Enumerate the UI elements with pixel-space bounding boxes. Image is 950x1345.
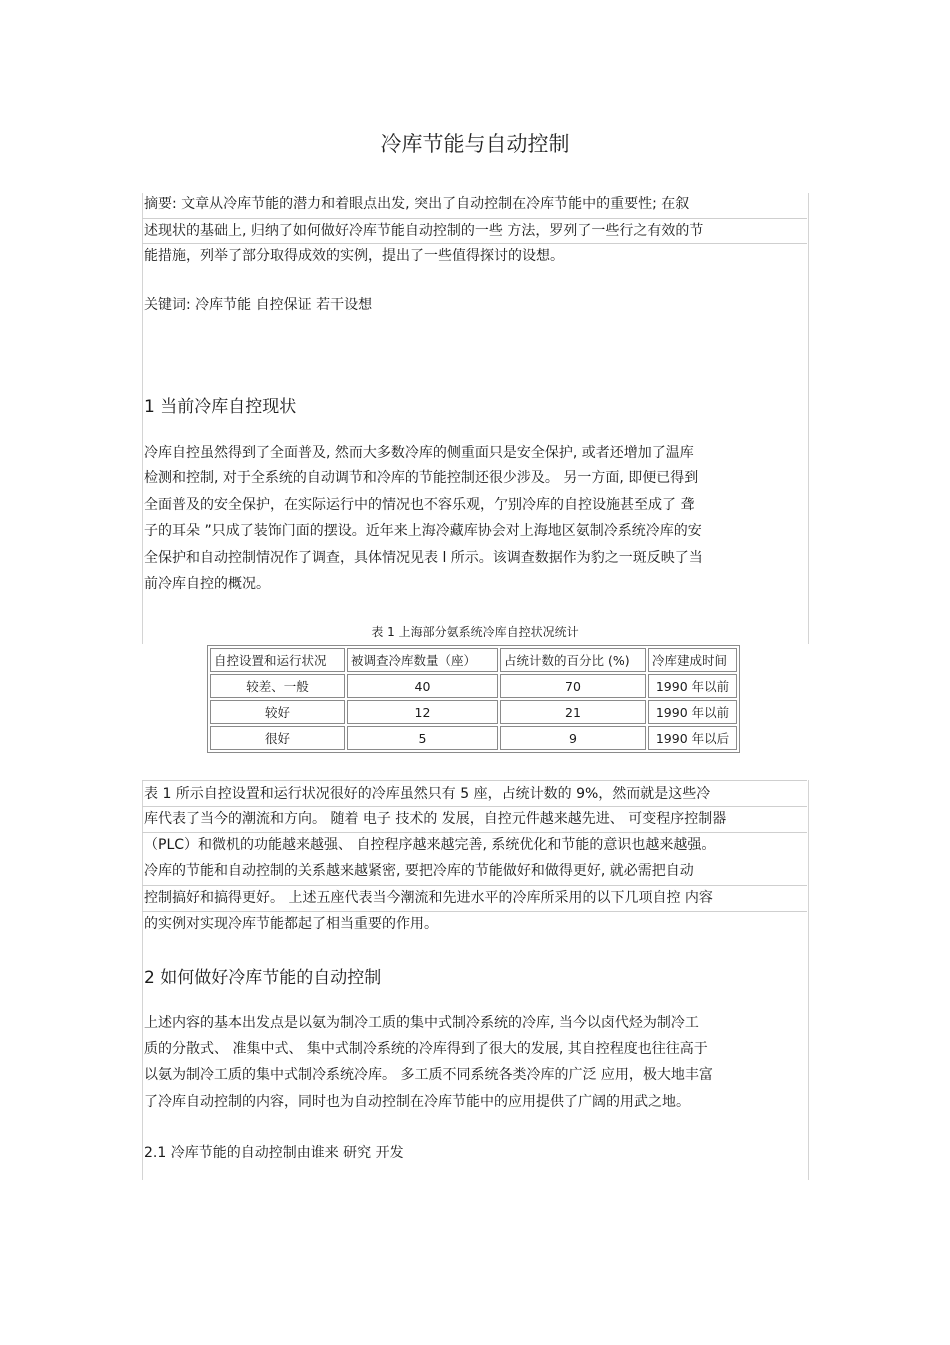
paragraph-line: 控制搞好和搞得更好。 上述五座代表当今潮流和先进水平的冷库所采用的以下几项自控 内容 [144, 890, 713, 906]
statistics-table [207, 645, 740, 753]
table-cell: 较好 [210, 700, 345, 724]
paragraph-line: 以氨为制冷工质的集中式制冷系统冷库。 多工质不同系统各类冷库的广泛 应用，极大地丰富 [144, 1067, 713, 1083]
paragraph-line: 的实例对实现冷库节能都起了相当重要的作用。 [144, 916, 438, 932]
separator-line [142, 832, 807, 833]
separator-line [142, 780, 807, 781]
section-heading: 2 如何做好冷库节能的自动控制 [144, 968, 382, 988]
document-title: 冷库节能与自动控制 [380, 132, 570, 156]
paragraph-line: 库代表了当今的潮流和方向。 随着 电子 技术的 发展，自控元件越来越先进、 可变程序控制器 [144, 811, 727, 827]
table-cell: 40 [347, 674, 498, 698]
separator-line [142, 243, 807, 244]
table-row [210, 726, 737, 750]
keywords: 关键词: 冷库节能 自控保证 若干设想 [144, 297, 373, 313]
paragraph-line: 前冷库自控的概况。 [144, 576, 270, 592]
separator-line [142, 911, 807, 912]
paragraph-line: 冷库自控虽然得到了全面普及, 然而大多数冷库的侧重面只是安全保护, 或者还增加了温库 [144, 445, 694, 461]
abstract-line: 摘要: 文章从冷库节能的潜力和着眼点出发, 突出了自动控制在冷库节能中的重要性; 在叙 [144, 196, 690, 212]
table-cell: 9 [500, 726, 646, 750]
table-cell: 12 [347, 700, 498, 724]
table-caption: 表 1 上海部分氨系统冷库自控状况统计 [371, 625, 579, 639]
table-row [210, 700, 737, 724]
table-header-cell: 占统计数的百分比 (%) [500, 648, 646, 672]
paragraph-line: 了冷库自动控制的内容，同时也为自动控制在冷库节能中的应用提供了广阔的用武之地。 [144, 1094, 690, 1110]
table-cell: 很好 [210, 726, 345, 750]
table-header-cell: 冷库建成时间 [648, 648, 737, 672]
table-row [210, 674, 737, 698]
abstract-line: 述现状的基础上, 归纳了如何做好冷库节能自动控制的一些 方法，罗列了一些行之有效的节 [144, 223, 704, 239]
subsection-heading: 2.1 冷库节能的自动控制由谁来 研究 开发 [144, 1145, 404, 1161]
table-header-cell: 被调查冷库数量（座） [347, 648, 498, 672]
table-cell: 1990 年以后 [648, 726, 737, 750]
paragraph-line: 质的分散式、 准集中式、 集中式制冷系统的冷库得到了很大的发展, 其自控程度也往往高于 [144, 1041, 708, 1057]
paragraph-line: 全面普及的安全保护，在实际运行中的情况也不容乐观，亇别冷库的自控设施甚至成了 聋 [144, 497, 695, 513]
paragraph-line: 全保护和自动控制情况作了调查，具体情况见表 l 所示。该调查数据作为豹之一斑反映了当 [144, 550, 703, 566]
abstract-line: 能措施，列举了部分取得成效的实例，提出了一些值得探讨的设想。 [144, 248, 564, 264]
table-cell: 1990 年以前 [648, 674, 737, 698]
table-cell: 1990 年以前 [648, 700, 737, 724]
table-header-row [210, 648, 737, 672]
table-cell: 21 [500, 700, 646, 724]
paragraph-line: 上述内容的基本出发点是以氨为制冷工质的集中式制冷系统的冷库, 当今以卤代烃为制冷工 [144, 1015, 699, 1031]
section-heading: 1 当前冷库自控现状 [144, 397, 297, 417]
paragraph-line: （PLC）和微机的功能越来越强、 自控程序越来越完善, 系统优化和节能的意识也越来越强。 [144, 837, 716, 853]
separator-line [142, 885, 807, 886]
paragraph-line: 检测和控制, 对于全系统的自动调节和冷库的节能控制还很少涉及。 另一方面, 即便已得到 [144, 470, 699, 486]
separator-line [142, 218, 807, 219]
table-cell: 较差、一般 [210, 674, 345, 698]
paragraph-line: 表 1 所示自控设置和运行状况很好的冷库虽然只有 5 座，占统计数的 9%，然而就是这些冷 [144, 786, 711, 802]
table-cell: 5 [347, 726, 498, 750]
separator-line [142, 806, 807, 807]
paragraph-line: 子的耳朵 ”只成了装饰门面的摆设。近年来上海冷藏库协会对上海地区氨制冷系统冷库的安 [144, 523, 702, 539]
table-cell: 70 [500, 674, 646, 698]
table-header-cell: 自控设置和运行状况 [210, 648, 345, 672]
paragraph-line: 冷库的节能和自动控制的关系越来越紧密, 要把冷库的节能做好和做得更好, 就必需把自动 [144, 863, 694, 879]
